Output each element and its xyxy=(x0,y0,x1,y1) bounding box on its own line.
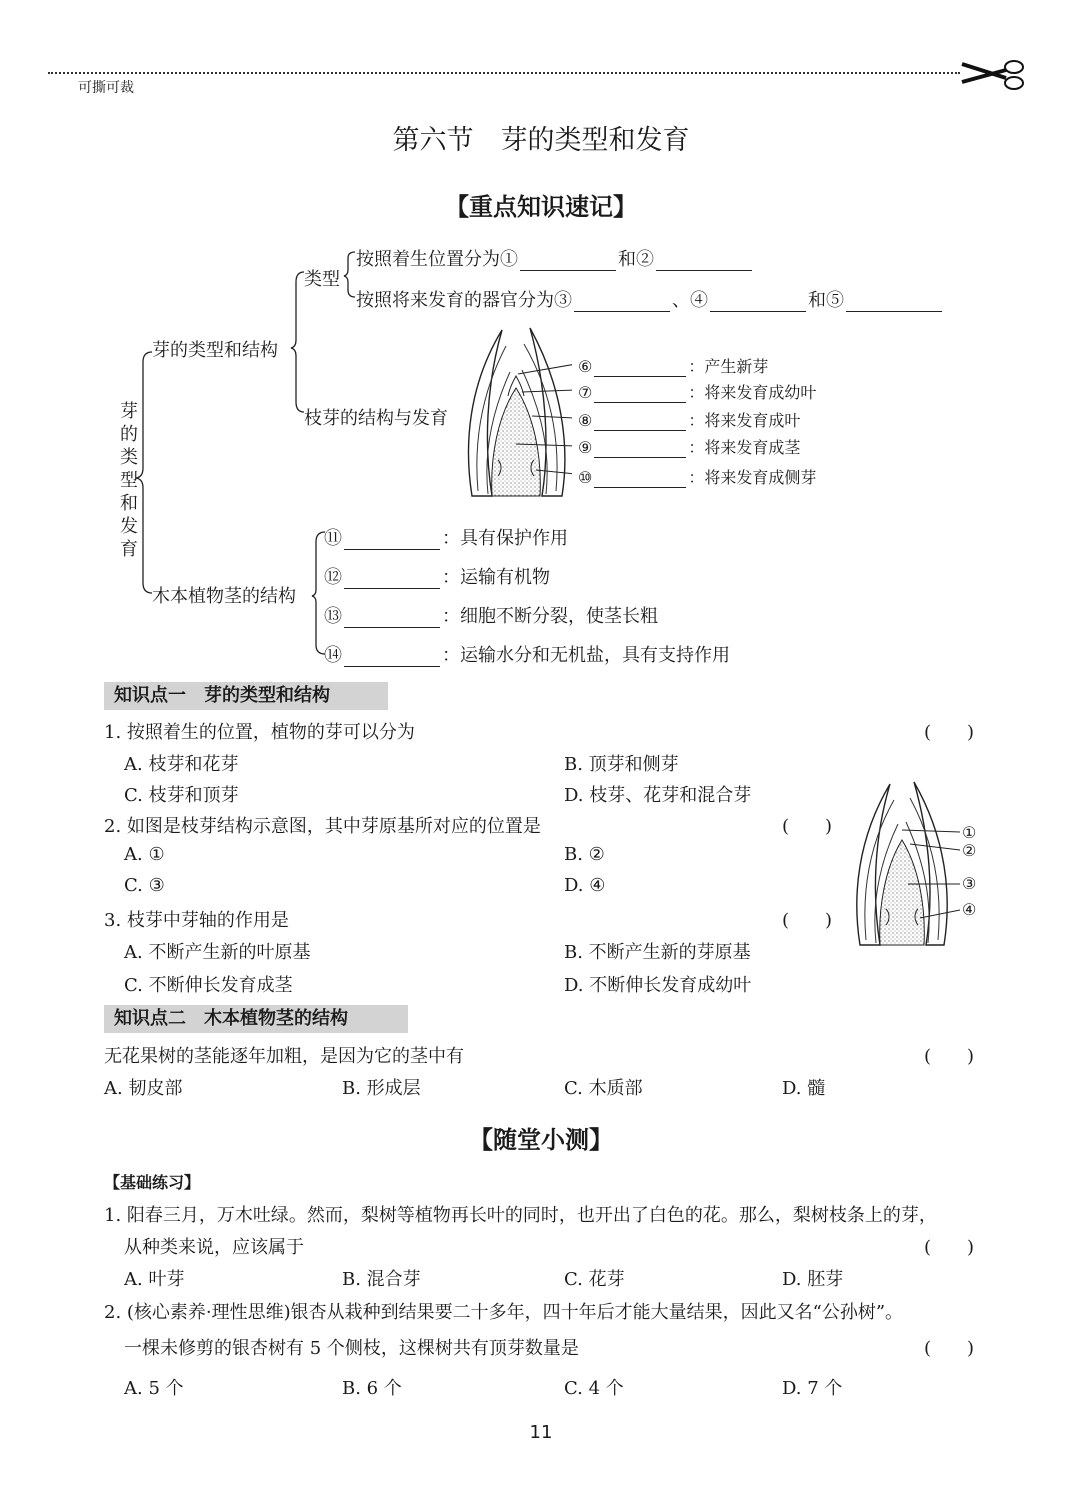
basic-q1-answer-paren[interactable]: ( ) xyxy=(924,1237,975,1258)
basic-q1-option-b[interactable]: B. 混合芽 xyxy=(342,1269,421,1290)
kp2-q-option-b[interactable]: B. 形成层 xyxy=(342,1078,421,1099)
kp2-q-option-d[interactable]: D. 髓 xyxy=(782,1078,826,1099)
bud-part-9: ⑨ ：将来发育成茎 xyxy=(578,438,801,457)
kp2-q-answer-paren[interactable]: ( ) xyxy=(924,1046,975,1067)
basic-q2-option-b[interactable]: B. 6 个 xyxy=(342,1378,402,1399)
kp1-q2-stem: 2. 如图是枝芽结构示意图，其中芽原基所对应的位置是 xyxy=(104,816,541,837)
kp1-q3-option-d[interactable]: D. 不断伸长发育成幼叶 xyxy=(564,975,752,996)
kp1-q1-option-c[interactable]: C. 枝芽和顶芽 xyxy=(124,785,239,806)
basic-q1-option-a[interactable]: A. 叶芽 xyxy=(124,1269,185,1290)
kp1-q3-option-b[interactable]: B. 不断产生新的芽原基 xyxy=(564,942,751,963)
fig-label-2: ② xyxy=(962,841,977,860)
branch-bud-types: 芽的类型和结构 xyxy=(152,340,278,361)
kp1-q2-option-c[interactable]: C. ③ xyxy=(124,875,165,896)
kp1-q2-option-b[interactable]: B. ② xyxy=(564,844,605,865)
kp1-q1-option-b[interactable]: B. 顶芽和侧芽 xyxy=(564,754,679,775)
page-title: 第六节 芽的类型和发育 xyxy=(392,125,690,156)
bud-diagram xyxy=(462,326,572,506)
stem-part-14: ⑭ ：运输水分和无机盐，具有支持作用 xyxy=(324,645,730,666)
bud-part-7: ⑦ ：将来发育成幼叶 xyxy=(578,383,817,402)
bud-part-6: ⑥ ：产生新芽 xyxy=(578,357,769,376)
kp1-q2-option-d[interactable]: D. ④ xyxy=(564,875,606,896)
kp1-title: 知识点一 芽的类型和结构 xyxy=(104,682,388,710)
kp2-q-stem: 无花果树的茎能逐年加粗，是因为它的茎中有 xyxy=(104,1046,464,1067)
kp2-q-option-a[interactable]: A. 韧皮部 xyxy=(104,1078,183,1099)
bud-figure-small xyxy=(852,780,962,950)
fig-label-4: ④ xyxy=(962,900,977,919)
basic-q2-line2: 一棵未修剪的银杏树有 5 个侧枝，这棵树共有顶芽数量是 xyxy=(124,1338,579,1359)
bud-part-8: ⑧ ：将来发育成叶 xyxy=(578,411,801,430)
type-label: 类型 xyxy=(304,269,340,290)
basic-q1-line1: 1. 阳春三月，万木吐绿。然而，梨树等植物再长叶的同时，也开出了白色的花。那么，梨树枝条上的芽， xyxy=(104,1205,937,1226)
basic-q1-option-c[interactable]: C. 花芽 xyxy=(564,1269,625,1290)
kp1-q1-option-a[interactable]: A. 枝芽和花芽 xyxy=(124,754,239,775)
basic-q2-option-d[interactable]: D. 7 个 xyxy=(782,1378,843,1399)
section-title-quiz: 【随堂小测】 xyxy=(469,1126,613,1154)
section-title-key-points: 【重点知识速记】 xyxy=(445,193,637,221)
kp1-q2-option-a[interactable]: A. ① xyxy=(124,844,165,865)
basic-q2-answer-paren[interactable]: ( ) xyxy=(924,1338,975,1359)
kp1-q1-stem: 1. 按照着生的位置，植物的芽可以分为 xyxy=(104,722,415,743)
type-line-position: 按照着生位置分为① 和② xyxy=(356,245,754,271)
kp1-q1-option-d[interactable]: D. 枝芽、花芽和混合芽 xyxy=(564,785,752,806)
type-line-organ: 按照将来发育的器官分为③ 、④ 和⑤ xyxy=(356,286,944,312)
basic-q1-option-d[interactable]: D. 胚芽 xyxy=(782,1269,844,1290)
kp1-q2-answer-paren[interactable]: ( ) xyxy=(782,816,833,837)
kp1-q3-answer-paren[interactable]: ( ) xyxy=(782,910,833,931)
basic-q2-option-a[interactable]: A. 5 个 xyxy=(124,1378,184,1399)
kp1-q3-option-c[interactable]: C. 不断伸长发育成茎 xyxy=(124,975,293,996)
cut-label: 可撕可裁 xyxy=(78,80,134,96)
basic-q2-line1: 2. (核心素养·理性思维)银杏从栽种到结果要二十多年，四十年后才能大量结果，因此又名“公孙树”。 xyxy=(104,1302,904,1323)
stem-part-12: ⑫ ：运输有机物 xyxy=(324,567,550,588)
kp1-q1-answer-paren[interactable]: ( ) xyxy=(924,722,975,743)
page-number: 11 xyxy=(529,1422,553,1443)
branch-stem-structure: 木本植物茎的结构 xyxy=(152,586,296,607)
kp1-q3-stem: 3. 枝芽中芽轴的作用是 xyxy=(104,910,289,931)
bud-part-10: ⑩ ：将来发育成侧芽 xyxy=(578,468,817,487)
fig-label-1: ① xyxy=(962,823,977,842)
stem-part-11: ⑪ ：具有保护作用 xyxy=(324,528,568,549)
kp2-title: 知识点二 木本植物茎的结构 xyxy=(104,1005,408,1033)
mindmap-root: 芽的类型和发育 xyxy=(120,401,138,560)
fig-label-3: ③ xyxy=(962,874,977,893)
basic-q1-line2: 从种类来说，应该属于 xyxy=(124,1237,304,1258)
basic-q2-option-c[interactable]: C. 4 个 xyxy=(564,1378,624,1399)
bud-structure-label: 枝芽的结构与发育 xyxy=(304,408,448,429)
stem-part-13: ⑬ ：细胞不断分裂，使茎长粗 xyxy=(324,606,658,627)
kp2-q-option-c[interactable]: C. 木质部 xyxy=(564,1078,643,1099)
kp1-q3-option-a[interactable]: A. 不断产生新的叶原基 xyxy=(124,942,311,963)
basic-practice-label: 【基础练习】 xyxy=(104,1173,201,1192)
